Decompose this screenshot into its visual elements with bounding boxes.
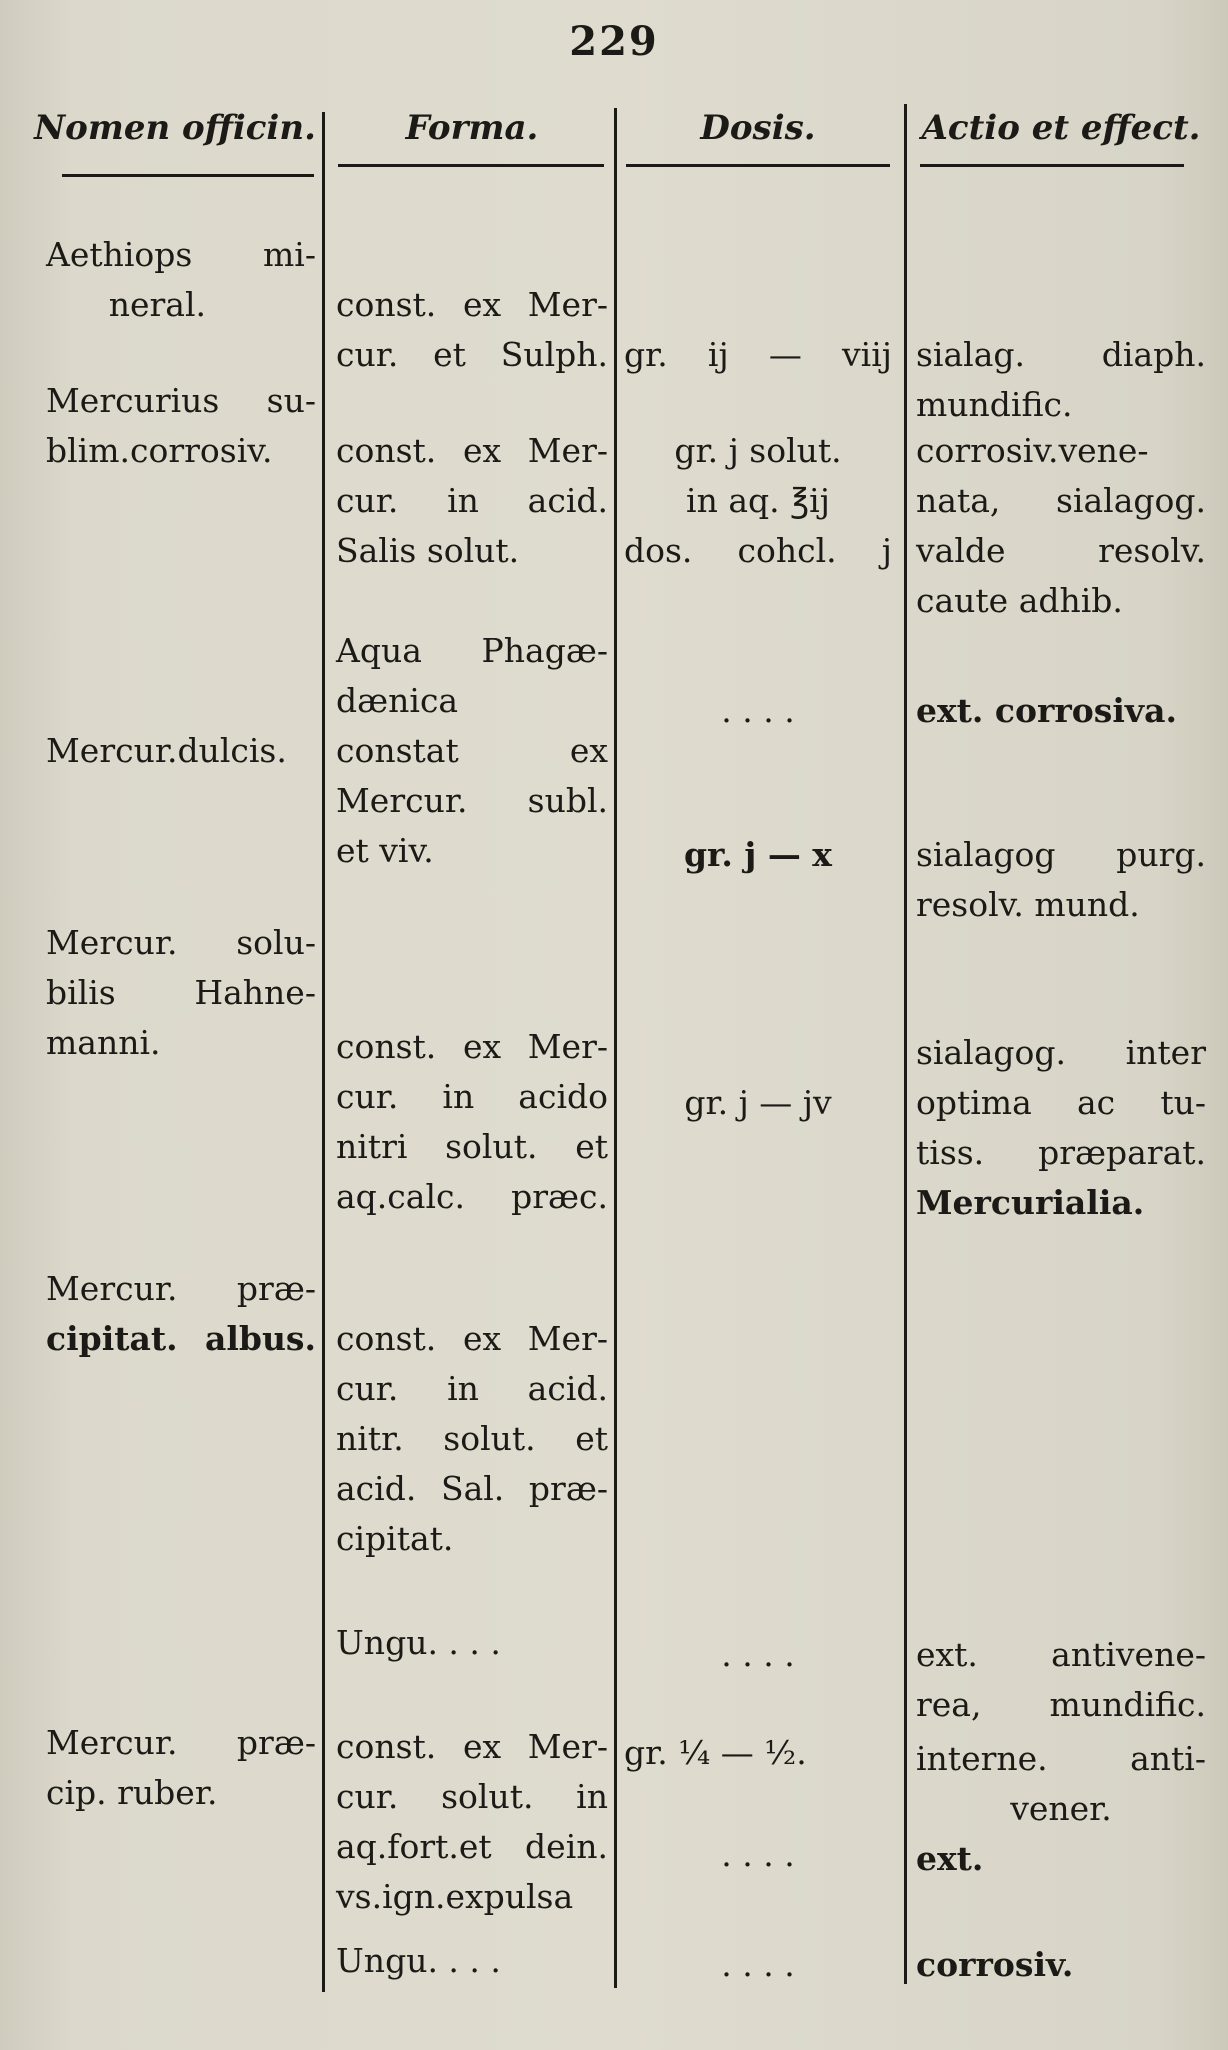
column-divider-3 (904, 104, 907, 1984)
row5-actio-line2: optima ac tu- (916, 1083, 1206, 1122)
header-dosis: Dosis. (700, 108, 816, 148)
row2-forma-line3: Salis solut. (336, 531, 520, 570)
row8-forma-line2: cur. solut. in (336, 1777, 608, 1816)
row1-forma-line1: const. ex Mer- (336, 285, 608, 324)
row7-dosis: . . . . (721, 1635, 795, 1674)
row8-dosis-line2: . . . . (721, 1835, 795, 1874)
row2-actio-line3: valde resolv. (916, 531, 1206, 570)
row9-forma: Ungu. . . . (336, 1941, 501, 1980)
row8-dosis-line1: gr. ¼ — ½. (624, 1733, 807, 1772)
row2-actio-line1: corrosiv.vene- (916, 431, 1149, 470)
row6-name-line1: Mercur. præ- (46, 1269, 316, 1308)
row8-forma-line1: const. ex Mer- (336, 1727, 608, 1766)
row8-name-line1: Mercur. præ- (46, 1723, 316, 1762)
header-rule-dosis (626, 164, 890, 167)
row6-forma-line2: cur. in acid. (336, 1369, 608, 1408)
row8-name-line2: cip. ruber. (46, 1773, 218, 1812)
header-nomen: Nomen officin. (34, 108, 316, 148)
row2-dosis-line1: gr. j solut. (674, 431, 842, 470)
row2-name-line2: blim.corrosiv. (46, 431, 273, 470)
header-actio: Actio et effect. (921, 108, 1201, 148)
row4-forma-line2: Mercur. subl. (336, 781, 608, 820)
row1-forma-line2: cur. et Sulph. (336, 335, 608, 374)
row2-dosis-line2: in aq. ℥ij (686, 481, 830, 520)
row4-forma-line3: et viv. (336, 831, 434, 870)
row6-name-line2: cipitat. albus. (46, 1319, 316, 1358)
row8-forma-line3: aq.fort.et dein. (336, 1827, 608, 1866)
row3-dosis: . . . . (721, 691, 795, 730)
row9-actio: corrosiv. (916, 1945, 1074, 1984)
row3-actio: ext. corrosiva. (916, 691, 1177, 730)
row6-forma-line1: const. ex Mer- (336, 1319, 608, 1358)
row2-forma-line2: cur. in acid. (336, 481, 608, 520)
row6-forma-line4: acid. Sal. præ- (336, 1469, 608, 1508)
row7-actio-line1: ext. antivene- (916, 1635, 1206, 1674)
row5-name-line3: manni. (46, 1023, 161, 1062)
row3-forma-line2: dænica (336, 681, 459, 720)
row5-forma-line1: const. ex Mer- (336, 1027, 608, 1066)
header-rule-forma (338, 164, 604, 167)
row5-forma-line4: aq.calc. præc. (336, 1177, 608, 1216)
row1-name-line2: neral. (108, 285, 206, 324)
row4-actio-line2: resolv. mund. (916, 885, 1140, 924)
row2-actio-line2: nata, sialagog. (916, 481, 1206, 520)
row6-forma-line3: nitr. solut. et (336, 1419, 608, 1458)
header-forma: Forma. (405, 108, 539, 148)
row8-actio-line3: ext. (916, 1839, 984, 1878)
row4-actio-line1: sialagog purg. (916, 835, 1206, 874)
row7-actio-line2: rea, mundific. (916, 1685, 1206, 1724)
row8-actio-line1: interne. anti- (916, 1739, 1206, 1778)
column-divider-1 (322, 112, 325, 1992)
row5-forma-line2: cur. in acido (336, 1077, 608, 1116)
row5-forma-line3: nitri solut. et (336, 1127, 608, 1166)
row9-dosis: . . . . (721, 1945, 795, 1984)
header-rule-actio (920, 164, 1184, 167)
row1-dosis: gr. ij — viij (624, 335, 892, 374)
row2-dosis-line3: dos. cohcl. j (624, 531, 892, 570)
page-number: 229 (569, 18, 659, 65)
row5-actio-line1: sialagog. inter (916, 1033, 1206, 1072)
row1-name-line1: Aethiops mi- (46, 235, 316, 274)
column-divider-2 (614, 108, 617, 1988)
row2-actio-line4: caute adhib. (916, 581, 1123, 620)
row5-dosis: gr. j — jv (684, 1083, 832, 1122)
row1-actio-line1: sialag. diaph. (916, 335, 1206, 374)
row3-forma-line1: Aqua Phagæ- (336, 631, 608, 670)
row7-forma: Ungu. . . . (336, 1623, 501, 1662)
row5-actio-line3: tiss. præparat. (916, 1133, 1206, 1172)
row2-forma-line1: const. ex Mer- (336, 431, 608, 470)
row4-dosis: gr. j — x (683, 835, 832, 874)
row4-name: Mercur.dulcis. (46, 731, 287, 770)
row5-name-line2: bilis Hahne- (46, 973, 316, 1012)
row8-actio-line2: vener. (1010, 1789, 1112, 1828)
row4-forma-line1: constat ex (336, 731, 608, 770)
row1-actio-line2: mundific. (916, 385, 1073, 424)
row5-name-line1: Mercur. solu- (46, 923, 316, 962)
row5-actio-line4: Mercurialia. (916, 1183, 1145, 1222)
header-rule-nomen (62, 174, 314, 177)
row2-name-line1: Mercurius su- (46, 381, 316, 420)
row6-forma-line5: cipitat. (336, 1519, 454, 1558)
row8-forma-line4: vs.ign.expulsa (336, 1877, 574, 1916)
